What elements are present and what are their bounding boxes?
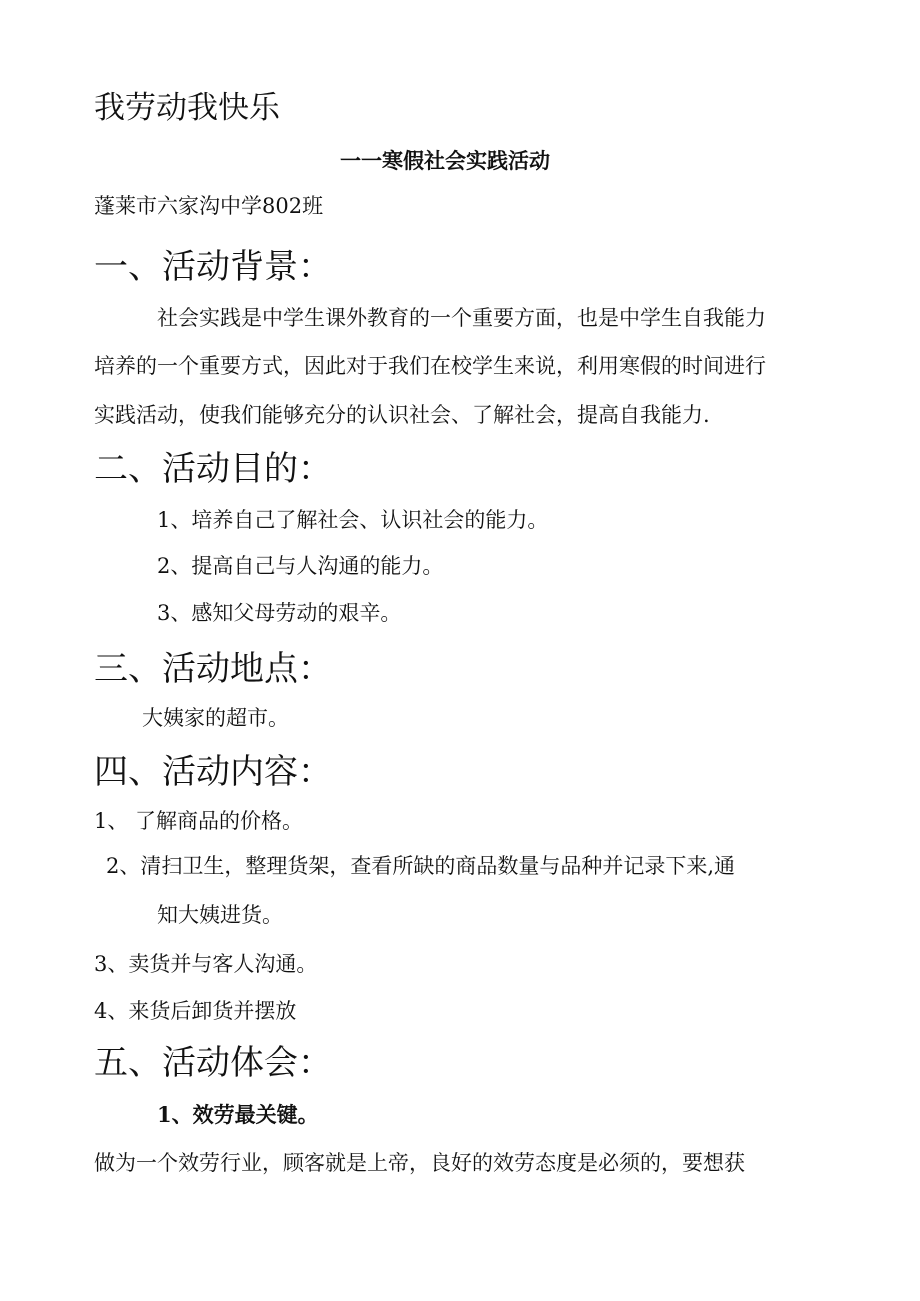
document-subtitle: 一一寒假社会实践活动 <box>340 148 550 173</box>
reflection-paragraph-line: 做为一个效劳行业，顾客就是上帝，良好的效劳态度是必须的，要想获 <box>94 1151 745 1175</box>
section-heading-location: 三、活动地点： <box>94 649 332 689</box>
reflection-subheading: 1、效劳最关键。 <box>157 1102 319 1127</box>
purpose-item: 2、提高自己与人沟通的能力。 <box>157 554 444 578</box>
location-text: 大姨家的超市。 <box>142 706 289 730</box>
content-item-continuation: 知大姨进货。 <box>157 903 283 927</box>
section-heading-background: 一、活动背景： <box>94 247 332 287</box>
content-item: 3、卖货并与客人沟通。 <box>94 952 318 976</box>
section-heading-content: 四、活动内容： <box>94 752 332 792</box>
section-heading-purpose: 二、活动目的： <box>94 449 332 489</box>
background-paragraph-line: 实践活动，使我们能够充分的认识社会、了解社会，提高自我能力. <box>94 403 710 427</box>
content-item: 4、来货后卸货并摆放 <box>94 999 297 1023</box>
background-paragraph-line: 培养的一个重要方式，因此对于我们在校学生来说，利用寒假的时间进行 <box>94 354 766 378</box>
school-class-line: 蓬莱市六家沟中学802班 <box>94 194 324 218</box>
content-item: 1、 了解商品的价格。 <box>94 809 304 833</box>
document-title: 我劳动我快乐 <box>94 90 280 126</box>
purpose-item: 1、培养自己了解社会、认识社会的能力。 <box>157 508 549 532</box>
purpose-item: 3、感知父母劳动的艰辛。 <box>157 601 402 625</box>
content-item: 2、清扫卫生，整理货架，查看所缺的商品数量与品种并记录下来,通 <box>106 854 736 878</box>
background-paragraph-line: 社会实践是中学生课外教育的一个重要方面，也是中学生自我能力 <box>157 306 766 330</box>
section-heading-reflection: 五、活动体会： <box>94 1043 332 1083</box>
